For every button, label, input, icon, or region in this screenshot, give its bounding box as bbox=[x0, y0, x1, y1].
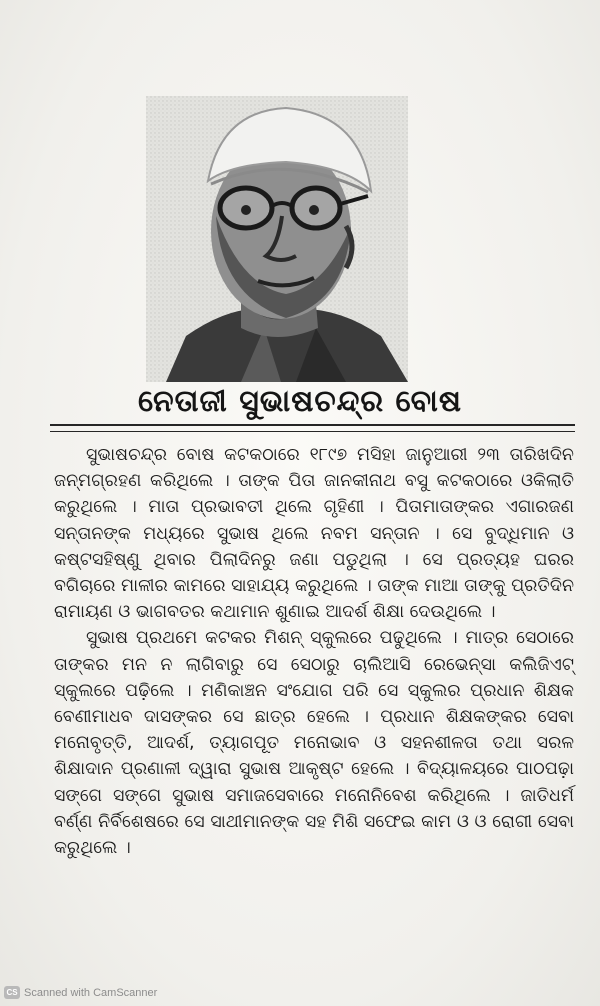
portrait-photo bbox=[146, 96, 408, 382]
paragraph-2: ସୁଭାଷ ପ୍ରଥମେ କଟକର ମିଶନ୍ ସ୍କୁଲରେ ପଢୁଥିଲେ । ମାତ୍ର ସେଠାରେ ତାଙ୍କର ମନ ନ ଲାଗିବାରୁ ସେ ସେଠାରୁ ଚାଲିଆସି ରେଭେନ୍ସା କଲିଜିଏଟ୍ ସ୍କୁଲରେ ପଢ଼ିଲେ । ମଣିକାଞ୍ଚନ ସଂଯୋଗ ପରି ସେ ସ୍କୁଲର ପ୍ରଧାନ ଶିକ୍ଷକ ବେଣୀମାଧବ ଦାସଙ୍କର ସେ ଛାତ୍ର ହେଲେ । ପ୍ରଧାନ ଶିକ୍ଷକଙ୍କର ସେବା ମନୋବୃତ୍ତି, ଆଦର୍ଶ, ତ୍ୟାଗପୂତ ମନୋଭାବ ଓ ସହନଶୀଳତା ତଥା ସରଳ ଶିକ୍ଷାଦାନ ପ୍ରଣାଳୀ ଦ୍ୱାରା ସୁଭାଷ ଆକୃଷ୍ଟ ହେଲେ । ବିଦ୍ୟାଳୟରେ ପାଠପଢ଼ା ସଙ୍ଗେ ସଙ୍ଗେ ସୁଭାଷ ସମାଜସେବାରେ ମନୋନିବେଶ କରିଥିଲେ । ଜାତିଧର୍ମ ବର୍ଣ୍ଣ ନିର୍ବିଶେଷରେ ସେ ସାଥୀମାନଙ୍କ ସହ ମିଶି ସଫେଇ କାମ ଓ ଓ ରୋଗୀ ସେବା କରୁଥିଲେ । bbox=[54, 628, 574, 859]
paragraph-1: ସୁଭାଷଚନ୍ଦ୍ର ବୋଷ କଟକଠାରେ ୧୮୯୭ ମସିହା ଜାନୁଆରୀ ୨୩ ତାରିଖଦିନ ଜନ୍ମଗ୍ରହଣ କରିଥିଲେ । ତାଙ୍କ ପିତା ଜାନକୀନାଥ ବସୁ କଟକଠାରେ ଓକିଲାତି କରୁଥିଲେ । ମାତା ପ୍ରଭାବତୀ ଥିଲେ ଗୃହିଣୀ । ପିତାମାତାଙ୍କର ଏଗାରଜଣ ସନ୍ତାନଙ୍କ ମଧ୍ୟରେ ସୁଭାଷ ଥିଲେ ନବମ ସନ୍ତାନ । ସେ ବୁଦ୍ଧିମାନ ଓ କଷ୍ଟସହିଷ୍ଣୁ ଥିବାର ପିଲାଦିନରୁ ଜଣା ପଡୁଥିଲା । ସେ ପ୍ରତ୍ୟହ ଘରର ବଗିଚାରେ ମାଳୀର କାମରେ ସାହାଯ୍ୟ କରୁଥିଲେ । ତାଙ୍କ ମାଆ ତାଙ୍କୁ ପ୍ରତିଦିନ ରାମାୟଣ ଓ ଭାଗବତର କଥାମାନ ଶୁଣାଇ ଆଦର୍ଶ ଶିକ୍ଷା ଦେଉଥିଲେ । bbox=[54, 445, 574, 623]
title-rule-bottom bbox=[50, 431, 575, 432]
body-text bbox=[54, 442, 574, 861]
title-rule-top bbox=[50, 424, 575, 426]
camscanner-logo-icon: CS bbox=[4, 986, 20, 999]
page-title: ନେତାଜୀ ସୁଭାଷଚନ୍ଦ୍ର ବୋଷ bbox=[137, 384, 463, 419]
watermark-text: Scanned with CamScanner bbox=[24, 986, 158, 999]
scanner-watermark bbox=[4, 986, 157, 999]
